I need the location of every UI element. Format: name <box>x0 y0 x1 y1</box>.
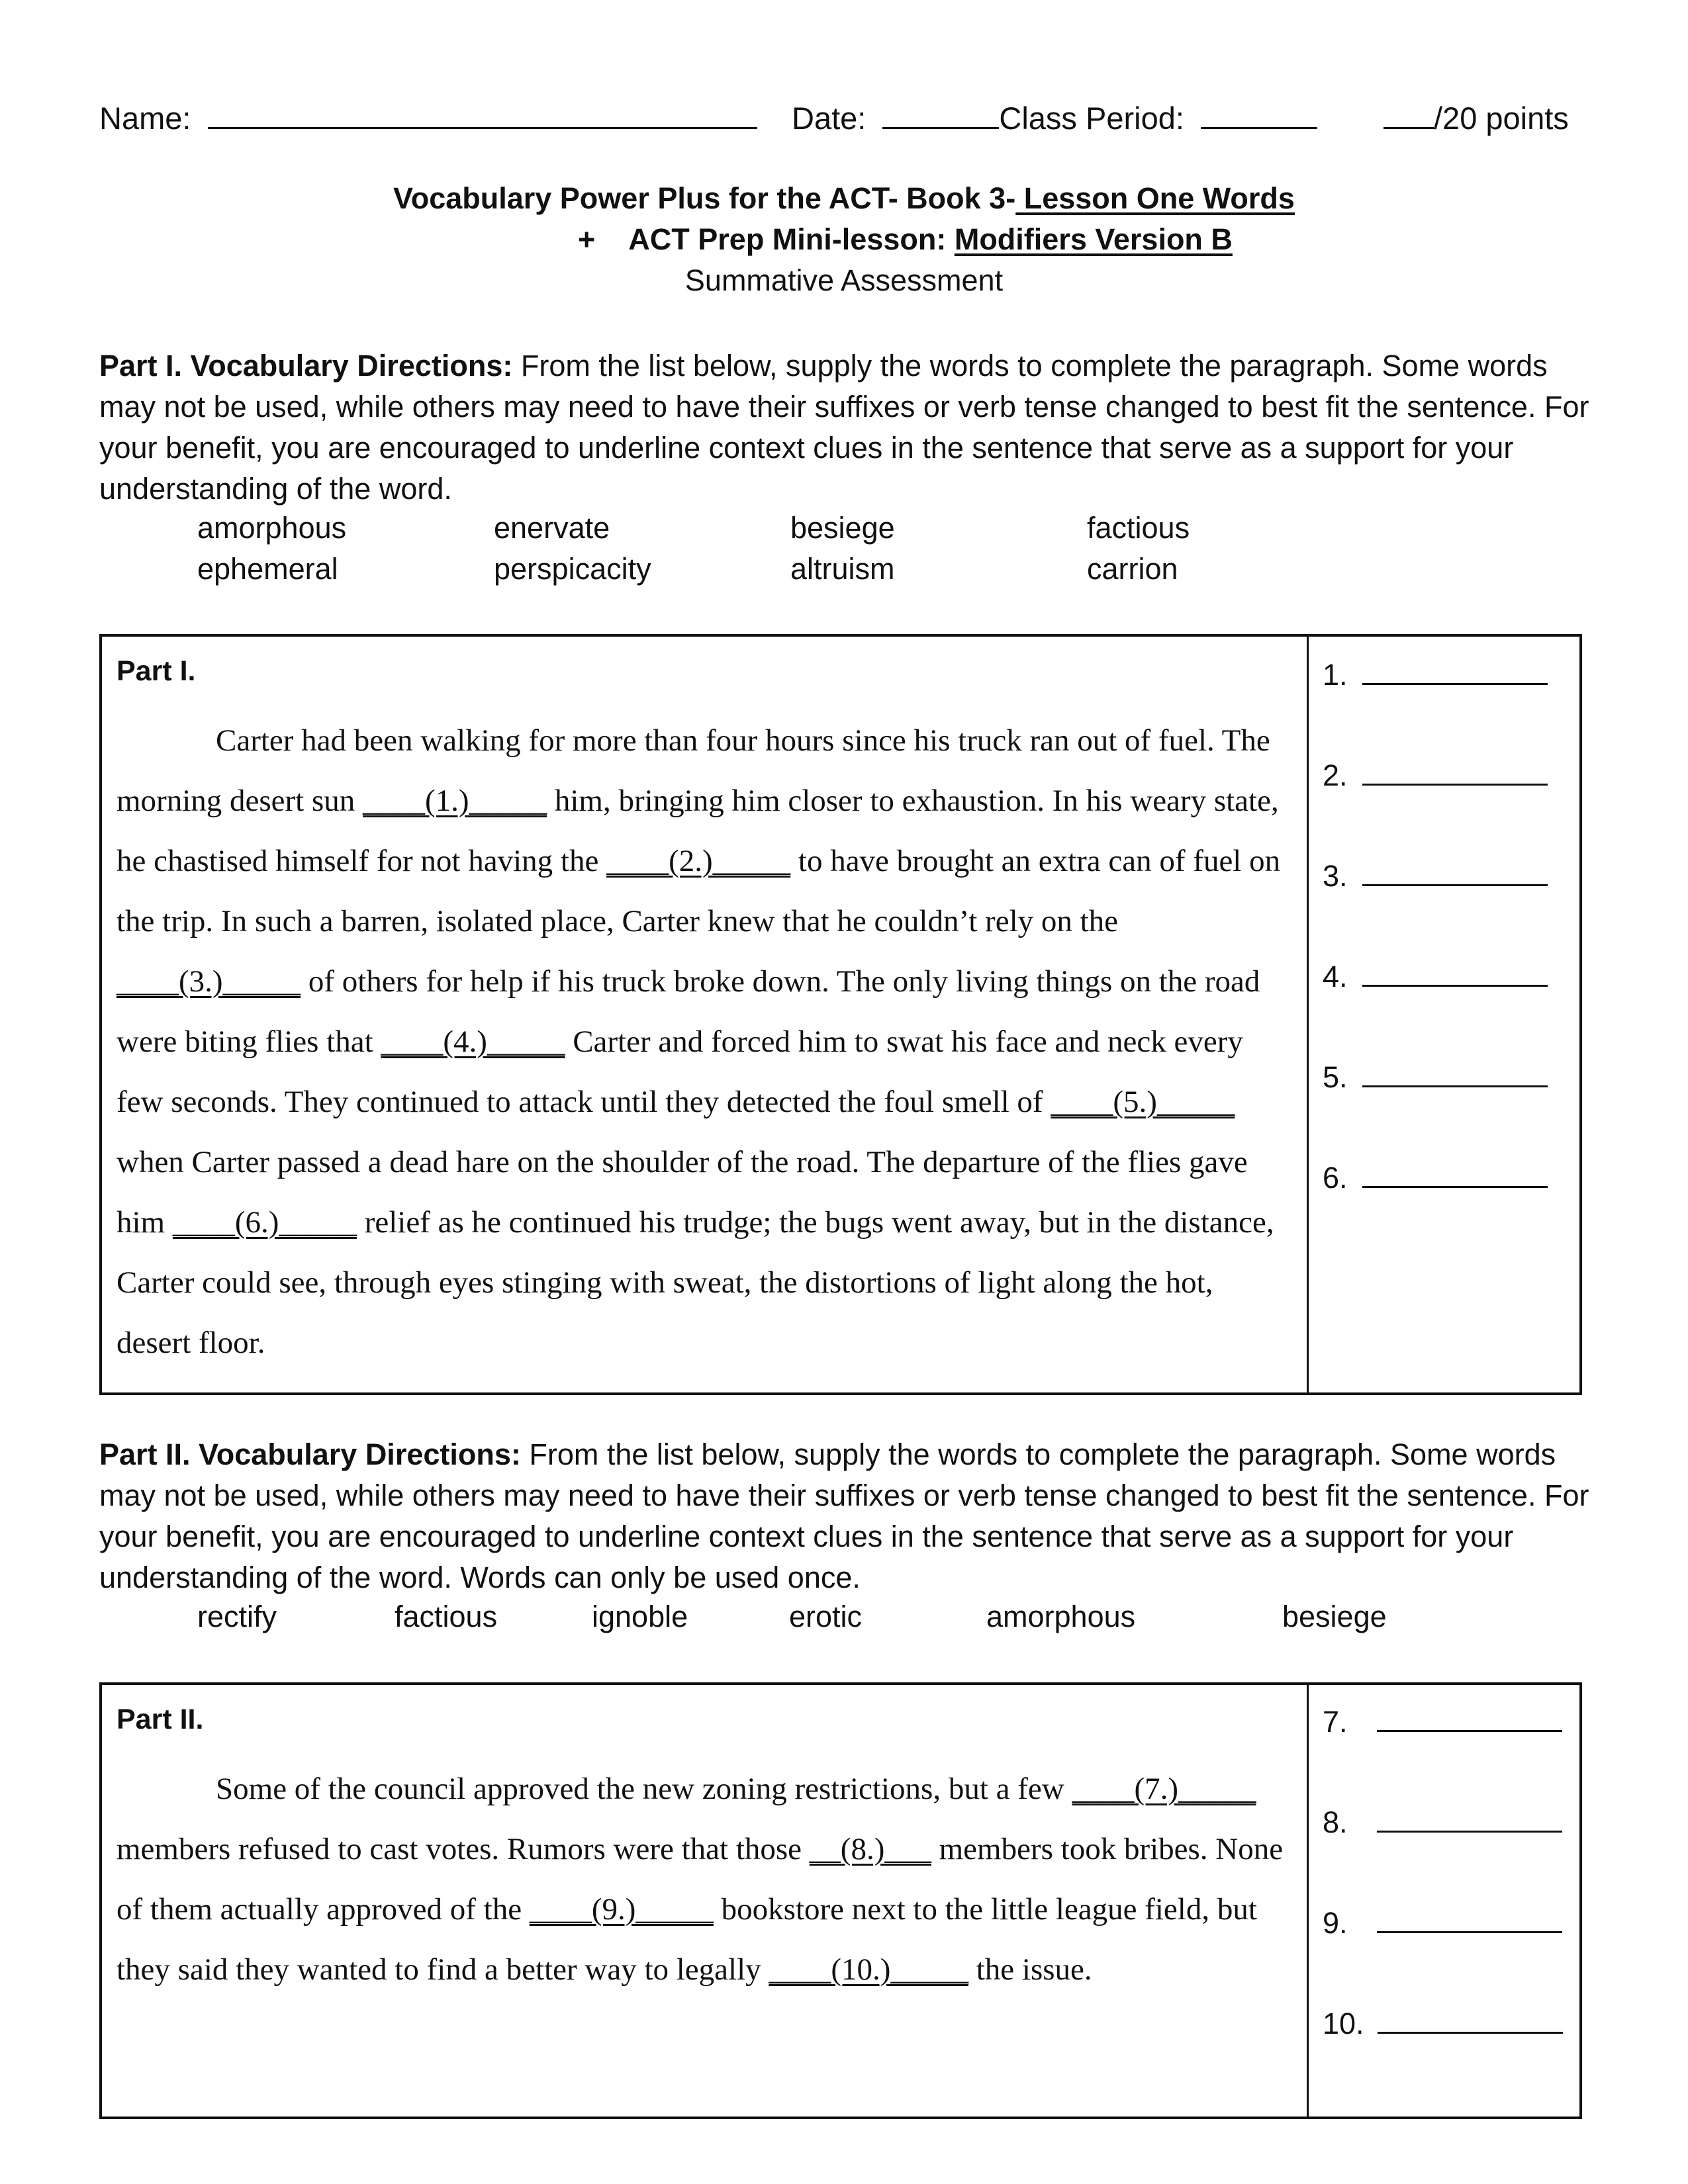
part2-box-divider <box>1307 1685 1309 2116</box>
answer-number: 4. <box>1323 960 1348 993</box>
word-bank-item: ephemeral <box>197 552 338 586</box>
title-main: Vocabulary Power Plus for the ACT- Book 3- <box>393 181 1016 215</box>
answer-line[interactable] <box>1377 1804 1562 1833</box>
part2-paragraph <box>117 1759 1295 2000</box>
part1-box <box>99 634 1582 1395</box>
answer-number: 5. <box>1323 1060 1348 1094</box>
part1-paragraph <box>117 711 1295 1373</box>
paragraph-blank: __(8.)___ <box>809 1832 931 1866</box>
word-bank-item: factious <box>1087 511 1190 545</box>
answer-slot[interactable] <box>1323 757 1548 793</box>
paragraph-blank: ____(7.)_____ <box>1072 1772 1256 1806</box>
word-bank-item: factious <box>395 1600 498 1633</box>
paragraph-text: bookstore next to the little league field, but they said they wanted to find a better way to legally <box>117 1892 1257 1987</box>
answer-number: 6. <box>1323 1161 1348 1195</box>
name-input-line[interactable] <box>208 98 757 129</box>
word-bank-item: rectify <box>197 1600 277 1633</box>
answer-line[interactable] <box>1362 757 1548 786</box>
part1-directions-label: Part I. Vocabulary Directions: <box>99 349 513 383</box>
date-label: Date: <box>792 101 867 136</box>
paragraph-blank: ____(3.)_____ <box>117 964 301 999</box>
class-period-label: Class Period: <box>999 101 1184 136</box>
answer-line[interactable] <box>1362 1059 1548 1087</box>
paragraph-text: members took bribes. None of them actually approved of the <box>117 1832 1284 1927</box>
word-bank-item: besiege <box>1282 1600 1387 1633</box>
points-label: /20 points <box>1434 101 1569 136</box>
answer-slot[interactable] <box>1323 1905 1562 1940</box>
paragraph-blank: ____(9.)_____ <box>529 1892 714 1927</box>
mini-lesson-label: ACT Prep Mini-lesson: <box>628 222 955 256</box>
paragraph-blank: ____(5.)_____ <box>1051 1085 1235 1119</box>
paragraph-blank: ____(6.)_____ <box>172 1205 357 1240</box>
paragraph-blank: ____(4.)_____ <box>381 1024 565 1059</box>
title-line-1 <box>0 181 1688 216</box>
part2-directions-text: From the list below, supply the words to complete the paragraph. Some words may not be used, while others may need to have their suffixes or verb tense changed to best fit the sentence. For your benefit, you are encouraged to underline context clues in the sentence that serve as a support for your understanding of the word. Words can only be used once. <box>99 1437 1589 1594</box>
paragraph-text: relief as he continued his trudge; the bugs went away, but in the distance, Carter could see, through eyes stinging with sweat, the distortions of light along the hot, desert floor. <box>117 1205 1274 1360</box>
points-field[interactable] <box>1383 98 1569 138</box>
title-line-2 <box>578 222 1233 257</box>
paragraph-text: Some of the council approved the new zoning restrictions, but a few <box>216 1772 1072 1806</box>
class-period-input-line[interactable] <box>1201 98 1317 129</box>
points-input-line[interactable] <box>1383 98 1434 129</box>
paragraph-blank: ____(2.)_____ <box>606 844 791 878</box>
answer-slot[interactable] <box>1323 657 1548 692</box>
paragraph-blank: ____(1.)_____ <box>363 784 547 818</box>
part1-box-divider <box>1307 637 1309 1392</box>
part2-box <box>99 1682 1582 2119</box>
answer-line[interactable] <box>1362 958 1548 987</box>
answer-line[interactable] <box>1377 1905 1562 1933</box>
plus-sign: + <box>578 222 596 256</box>
word-bank-item: carrion <box>1087 552 1178 586</box>
answer-number: 2. <box>1323 758 1348 792</box>
word-bank-item: amorphous <box>197 511 347 545</box>
word-bank-item: besiege <box>790 511 895 545</box>
part2-box-label: Part II. <box>117 1704 204 1735</box>
part2-directions-label: Part II. Vocabulary Directions: <box>99 1437 521 1471</box>
part1-directions-text: From the list below, supply the words to complete the paragraph. Some words may not be used, while others may need to have their suffixes or verb tense changed to best fit the sentence. For your benefit, you are encouraged to underline context clues in the sentence that serve as a support for your understanding of the word. <box>99 349 1589 506</box>
title-underlined: Lesson One Words <box>1015 181 1295 215</box>
word-bank-item: amorphous <box>986 1600 1136 1633</box>
paragraph-text: Carter had been walking for more than four hours since his truck ran out of fuel. The morning desert sun <box>117 723 1270 818</box>
word-bank-item: perspicacity <box>494 552 651 586</box>
word-bank-item: erotic <box>789 1600 863 1633</box>
answer-number: 1. <box>1323 658 1348 692</box>
answer-number: 8. <box>1323 1805 1348 1839</box>
paragraph-blank: ____(10.)_____ <box>769 1952 968 1987</box>
paragraph-text: the issue. <box>968 1952 1092 1987</box>
answer-line[interactable] <box>1362 1160 1548 1188</box>
name-label: Name: <box>99 101 191 136</box>
part2-directions <box>99 1434 1595 1598</box>
paragraph-text: to have brought an extra can of fuel on the trip. In such a barren, isolated place, Carter knew that he couldn’t rely on the <box>117 844 1281 938</box>
date-input-line[interactable] <box>882 98 999 129</box>
answer-number: 9. <box>1323 1906 1348 1940</box>
word-bank-item: ignoble <box>592 1600 688 1633</box>
word-bank-item: altruism <box>790 552 895 586</box>
answer-line[interactable] <box>1377 1704 1562 1732</box>
title-line-3: Summative Assessment <box>684 263 1004 297</box>
part1-directions <box>99 345 1595 510</box>
name-field[interactable] <box>99 98 757 138</box>
part1-box-label: Part I. <box>117 655 196 687</box>
answer-slot[interactable] <box>1323 1160 1548 1195</box>
answer-slot[interactable] <box>1323 1059 1548 1095</box>
mini-lesson-topic: Modifiers Version B <box>954 222 1233 256</box>
answer-slot[interactable] <box>1323 958 1548 994</box>
answer-line[interactable] <box>1378 2005 1563 2034</box>
paragraph-text: him, bringing him closer to exhaustion. In his weary state, he chastised himself for not having the <box>117 784 1279 878</box>
answer-number: 3. <box>1323 859 1348 893</box>
answer-number: 7. <box>1323 1705 1348 1739</box>
answer-line[interactable] <box>1362 657 1548 685</box>
answer-slot[interactable] <box>1323 1704 1562 1739</box>
answer-number: 10. <box>1323 2007 1364 2040</box>
answer-slot[interactable] <box>1323 1804 1562 1840</box>
answer-slot[interactable] <box>1323 858 1548 893</box>
answer-slot[interactable] <box>1323 2005 1563 2041</box>
paragraph-text: Carter and forced him to swat his face and neck every few seconds. They continued to attack until they detected the foul smell of <box>117 1024 1243 1119</box>
answer-line[interactable] <box>1362 858 1548 886</box>
paragraph-text: when Carter passed a dead hare on the shoulder of the road. The departure of the flies gave him <box>117 1145 1248 1240</box>
word-bank-item: enervate <box>494 511 610 545</box>
paragraph-text: of others for help if his truck broke down. The only living things on the road were biting flies that <box>117 964 1260 1059</box>
date-class-field[interactable] <box>792 98 1317 138</box>
paragraph-text: members refused to cast votes. Rumors were that those <box>117 1832 810 1866</box>
